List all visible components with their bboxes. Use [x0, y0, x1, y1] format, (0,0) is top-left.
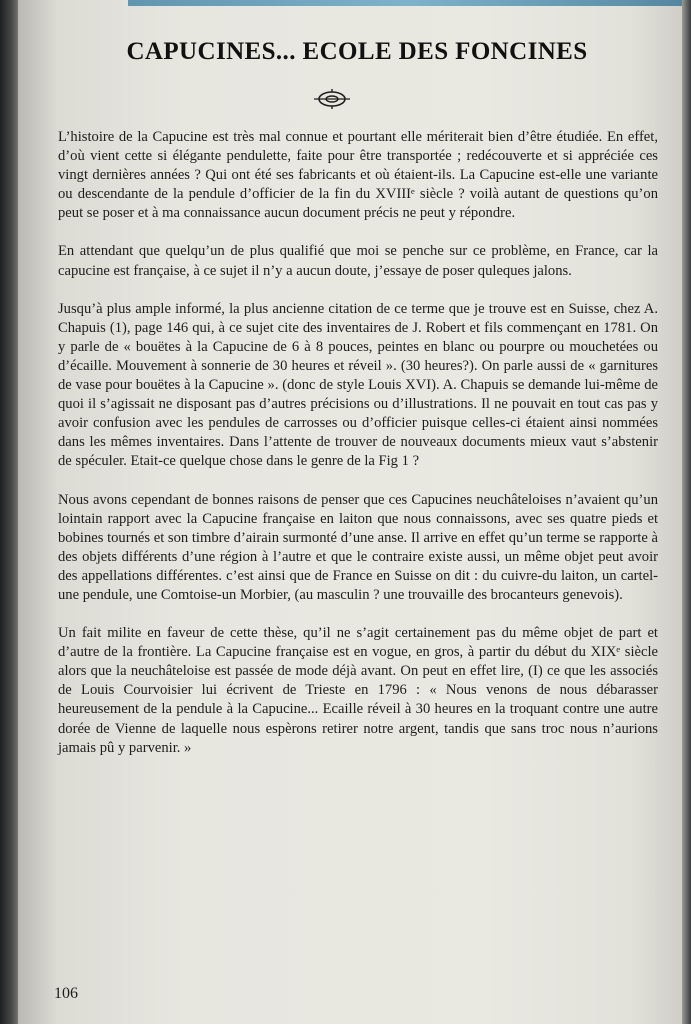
- paragraph-2: En attendant que quelqu’un de plus qualifié que moi se penche sur ce problème, en France, car la capucine est française, à ce sujet il n’y a aucun doute, j’essaye de poser quleques jalons.: [58, 243, 658, 279]
- paragraph-3: Jusqu’à plus ample informé, la plus ancienne citation de ce terme que je trouve est en Suisse, chez A. Chapuis (1), page 146 qui, à ce sujet cite des inventaires de J. Robert et fils commençant en 1781. On y parle de « bouëtes à la Capucine de 6 à 8 pouces, peintes en blanc ou pourpre ou mouchetées ou d’écaille. Mouvement à sonnerie de 30 heures et réveil ». (30 heures?). On parle aussi de « garnitures de vase pour bouëtes à la Capucine ». (donc de style Louis XVI). A. Chapuis se demande lui-même de quoi il s’agissait ne disposant pas d’autres précisions ou d’illustrations. Il ne pouvait en tout cas pas y avoir confusion avec les pendules de carrosses ou d’officier puisque celles-ci étaient ainsi nommées dans les mêmes inventaires. Dans l’attente de trouver de nouveaux documents mieux vaut s’abstenir de spéculer. Etait-ce quelque chose dans le genre de la Fig 1 ?: [58, 300, 658, 470]
- cover-edge: [128, 0, 688, 6]
- book-page: [18, 0, 684, 1024]
- paragraph-5: Un fait milite en faveur de cette thèse, qu’il ne s’agit certainement pas du même objet de part et d’autre de la frontière. La Capucine française est en vogue, en gros, à partir du début du XIXᵉ siècle alors que la neuchâteloise est passée de mode déjà avant. On peut en effet lire, (I) ce que les associés de Louis Courvoisier lui écrivent de Trieste en 1796 : « Nous venons de nous débarasser heureusement de la pendule à la Capucine... Ecaille réveil à 30 heures en la troquant contre une autre dorée de Vienne de laquelle nous espèrons retirer notre argent, tandis que sans troc nous n’aurions jamais pû y parvenir. »: [58, 625, 658, 756]
- paragraph-1: L’histoire de la Capucine est très mal connue et pourtant elle mériterait bien d’être étudiée. En effet, d’où vient cette si élégante pendulette, faite pour être transportée ; redécouverte et si appréciée ces vingt dernières années ? Qui ont été ses fabricants et où étaient-ils. La Capucine est-elle une variante ou descendante de la pendule d’officier de la fin du XVIIIᵉ siècle ? voilà autant de questions qu’on peut se poser et à ma connaissance aucun document précis ne peut y répondre.: [58, 129, 658, 222]
- paragraph-4: Nous avons cependant de bonnes raisons de penser que ces Capucines neuchâteloises n’avaient qu’un lointain rapport avec la Capucine française en laiton que nous connaissons, avec ses quatre pieds et bobines tournés et son timbre d’airain surmonté d’une anse. Il arrive en effet qu’un terme se rapporte à des objets différents d’une région à l’autre et que le contraire existe aussi, un même objet peut avoir des appellations différentes. c’est ainsi que de France en Suisse on dit : du cuivre-du laiton, un cartel-une pendule, une Comtoise-un Morbier, (au masculin ? une trouvaille des brocanteurs genevois).: [58, 491, 658, 603]
- page-title: CAPUCINES... ECOLE DES FONCINES: [126, 38, 588, 65]
- article-body: [58, 128, 658, 777]
- page-number: 106: [54, 985, 78, 1002]
- decorative-fleuron-icon: [312, 88, 352, 110]
- page-edge-shadow: [682, 0, 691, 1024]
